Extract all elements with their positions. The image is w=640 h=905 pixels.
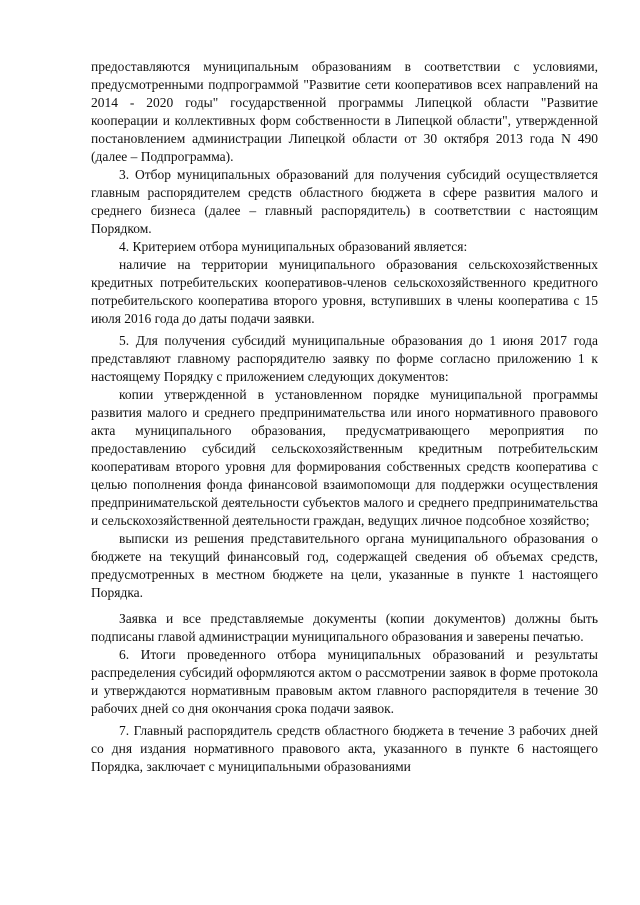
paragraph-item-6-results: 6. Итоги проведенного отбора муниципальных образований и результаты распределения субсидий оформляются актом о рассмотрении заявок в форме протокола и утверждаются нормативным правовым актом главного распорядителя в течение 30 рабочих дней со дня окончания срока подачи заявок. xyxy=(91,647,598,716)
paragraph-criterion-detail: наличие на территории муниципального образования сельскохозяйственных кредитных потребительских кооперативов-членов сельскохозяйственного кредитного потребительского кооператива второго уровня, вступивших в члены кооператива с 15 июля 2016 года до даты подачи заявки. xyxy=(91,257,598,326)
paragraph-item-3-selection: 3. Отбор муниципальных образований для получения субсидий осуществляется главным распорядителем средств областного бюджета в сфере развития малого и среднего бизнеса (далее – главный распорядитель) в соответствии с настоящим Порядком. xyxy=(91,167,598,236)
paragraph-subsidy-conditions: предоставляются муниципальным образованиям в соответствии с условиями, предусмотренными подпрограммой "Развитие сети кооперативов всех направлений на 2014 - 2020 годы" государственной программы Липецкой области "Развитие кооперации и коллективных форм собственности в Липецкой области", утвержденной постановлением администрации Липецкой области от 30 октября 2013 года N 490 (далее – Подпрограмма). xyxy=(91,59,598,164)
paragraph-item-7-agreement: 7. Главный распорядитель средств областного бюджета в течение 3 рабочих дней со дня издания нормативного правового акта, указанного в пункте 6 настоящего Порядка, заключает с муниципальными образованиями xyxy=(91,723,598,774)
document-page xyxy=(91,58,598,776)
paragraph-item-5-application: 5. Для получения субсидий муниципальные образования до 1 июня 2017 года представляют главному распорядителю заявку по форме согласно приложению 1 к настоящему Порядку с приложением следующих документов: xyxy=(91,333,598,384)
paragraph-signature-requirement: Заявка и все представляемые документы (копии документов) должны быть подписаны главой администрации муниципального образования и заверены печатью. xyxy=(91,611,598,644)
paragraph-budget-extract: выписки из решения представительного органа муниципального образования о бюджете на текущий финансовый год, содержащей сведения об объемах средств, предусмотренных в местном бюджете на цели, указанные в пункте 1 настоящего Порядка. xyxy=(91,531,598,600)
paragraph-item-4-criterion: 4. Критерием отбора муниципальных образований является: xyxy=(119,239,468,254)
paragraph-program-copies: копии утвержденной в установленном порядке муниципальной программы развития малого и среднего предпринимательства или иного нормативного правового акта муниципального образования, предусматривающего мероприятия по предоставлению субсидий сельскохозяйственным кредитным потребительским кооперативам второго уровня для формирования собственных средств кооператива с целью пополнения фонда финансовой взаимопомощи для поддержки осуществления предпринимательской деятельности субъектов малого и среднего предпринимательства и сельскохозяйственной деятельности граждан, ведущих личное подсобное хозяйство; xyxy=(91,387,598,528)
